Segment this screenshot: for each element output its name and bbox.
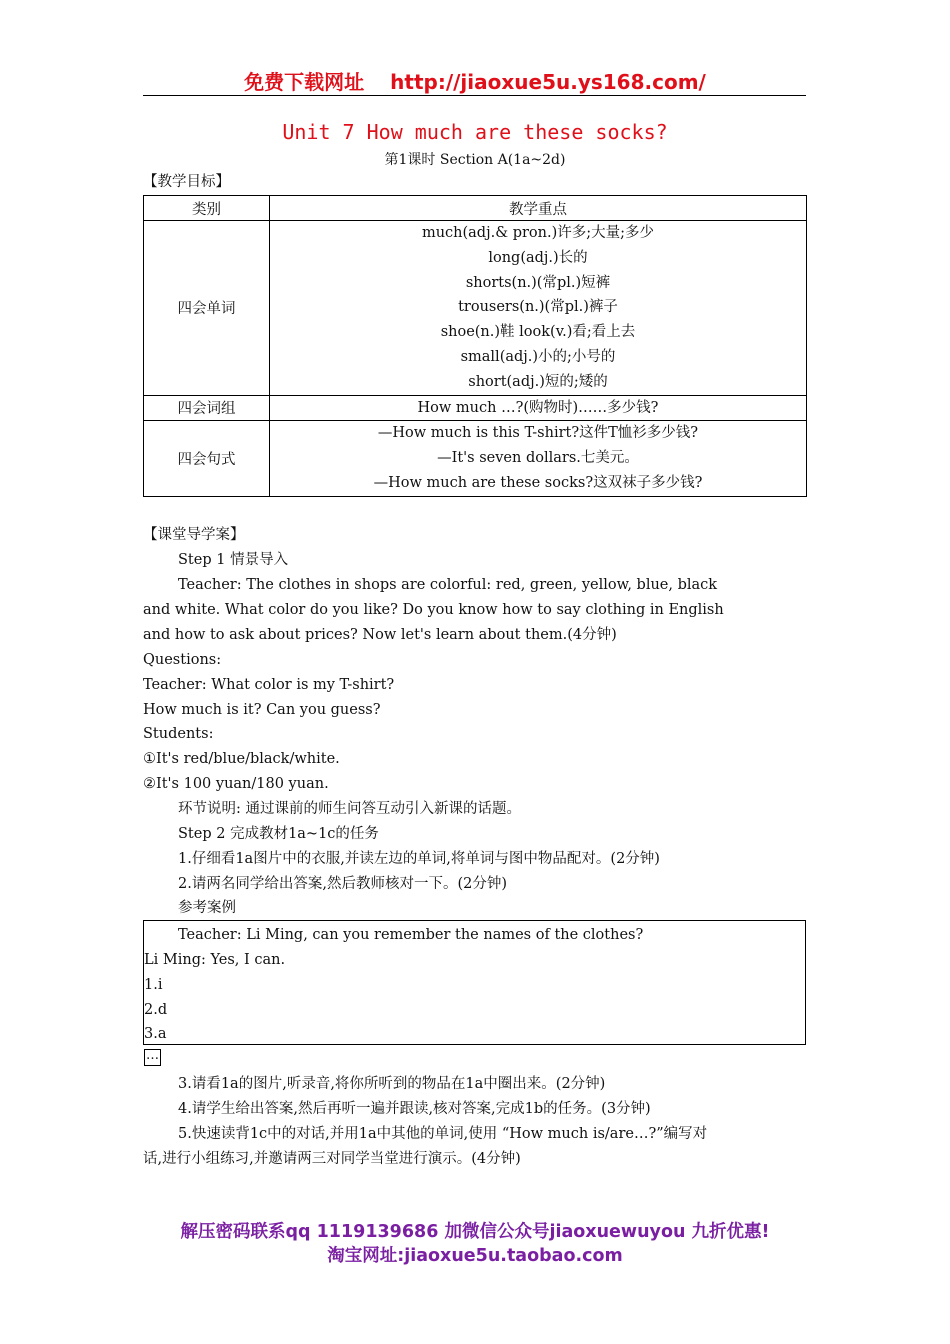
vocab-item: short(adj.)短的;矮的 [468,373,608,390]
header-label: 免费下载网址 [244,70,365,94]
task-line: 5.快速读背1c中的对话,并用1a中其他的单词,使用 “How much is/are…?”编写对 [178,1126,708,1142]
vocab-item: shoe(n.)鞋 look(v.)看;看上去 [440,324,636,341]
reference-label: 参考案例 [178,900,236,916]
header-divider [143,95,806,96]
teacher-paragraph-line: and white. What color do you like? Do you know how to say clothing in English [143,602,724,618]
column-header-focus: 教学重点 [270,196,807,221]
step2-heading: Step 2 完成教材1a~1c的任务 [178,826,379,842]
unit-title: Unit 7 How much are these socks? [282,120,668,144]
task-line: 1.仔细看1a图片中的衣服,并读左边的单词,将单词与图中物品配对。(2分钟) [178,851,660,867]
sentence-item: —How much are these socks?这双袜子多少钱? [373,474,703,491]
vocab-item: much(adj.& pron.)许多;大量;多少 [421,225,655,241]
footer-shop-link[interactable]: 淘宝网址:jiaoxue5u.taobao.com [327,1246,623,1266]
case-line: Teacher: Li Ming, can you remember the names of the clothes? [178,927,644,943]
phrase-item: How much …?(购物时)……多少钱? [417,399,659,416]
guide-heading: 【课堂导学案】 [143,527,245,543]
sentence-item: —It's seven dollars.七美元。 [437,450,639,467]
lesson-subtitle: 第1课时 Section A(1a~2d) [384,152,566,168]
category-cell: 四会句式 [144,421,270,496]
vocab-item: long(adj.)长的 [488,249,588,266]
table-row [144,421,807,496]
column-header-category: 类别 [144,196,270,221]
header-download-link[interactable] [0,66,950,95]
ellipsis-mark: … [144,1049,161,1066]
footer-contact: 解压密码联系qq 1119139686 加微信公众号jiaoxuewuyou 九折优惠! [180,1222,770,1242]
goals-heading: 【教学目标】 [143,174,230,190]
teacher-paragraph-line: Teacher: The clothes in shops are colorful: red, green, yellow, blue, black [178,577,718,593]
table-header-row [144,196,807,221]
task-line: 2.请两名同学给出答案,然后教师核对一下。(2分钟) [178,876,507,892]
focus-cell [270,421,807,496]
case-line: 3.a [144,1026,167,1042]
table-row [144,221,807,396]
questions-label: Questions: [143,652,222,668]
vocab-item: trousers(n.)(常pl.)裤子 [458,299,618,316]
goals-table [143,195,807,497]
reference-case-box [143,920,806,1045]
category-cell: 四会单词 [144,221,270,396]
category-cell: 四会词组 [144,395,270,421]
answer-line: ①It's red/blue/black/white. [143,751,340,767]
section-note: 环节说明: 通过课前的师生问答互动引入新课的话题。 [178,801,521,817]
sentence-item: —How much is this T-shirt?这件T恤衫多少钱? [377,425,699,442]
answer-line: ②It's 100 yuan/180 yuan. [143,776,329,792]
focus-cell [270,395,807,421]
task-line: 话,进行小组练习,并邀请两三对同学当堂进行演示。(4分钟) [143,1151,521,1167]
case-line: Li Ming: Yes, I can. [144,952,286,968]
vocab-item: shorts(n.)(常pl.)短裤 [465,274,611,291]
case-line: 2.d [144,1002,168,1018]
vocab-item: small(adj.)小的;小号的 [460,348,616,365]
table-row [144,395,807,421]
question-line: How much is it? Can you guess? [143,702,381,718]
case-line: 1.i [144,977,163,993]
students-label: Students: [143,726,214,742]
teacher-paragraph-line: and how to ask about prices? Now let's learn about them.(4分钟) [143,627,617,643]
question-line: Teacher: What color is my T-shirt? [143,677,395,693]
focus-cell [270,221,807,396]
header-url[interactable]: http://jiaoxue5u.ys168.com/ [390,70,706,94]
task-line: 3.请看1a的图片,听录音,将你所听到的物品在1a中圈出来。(2分钟) [178,1076,606,1092]
step1-heading: Step 1 情景导入 [178,552,289,568]
task-line: 4.请学生给出答案,然后再听一遍并跟读,核对答案,完成1b的任务。(3分钟) [178,1101,651,1117]
